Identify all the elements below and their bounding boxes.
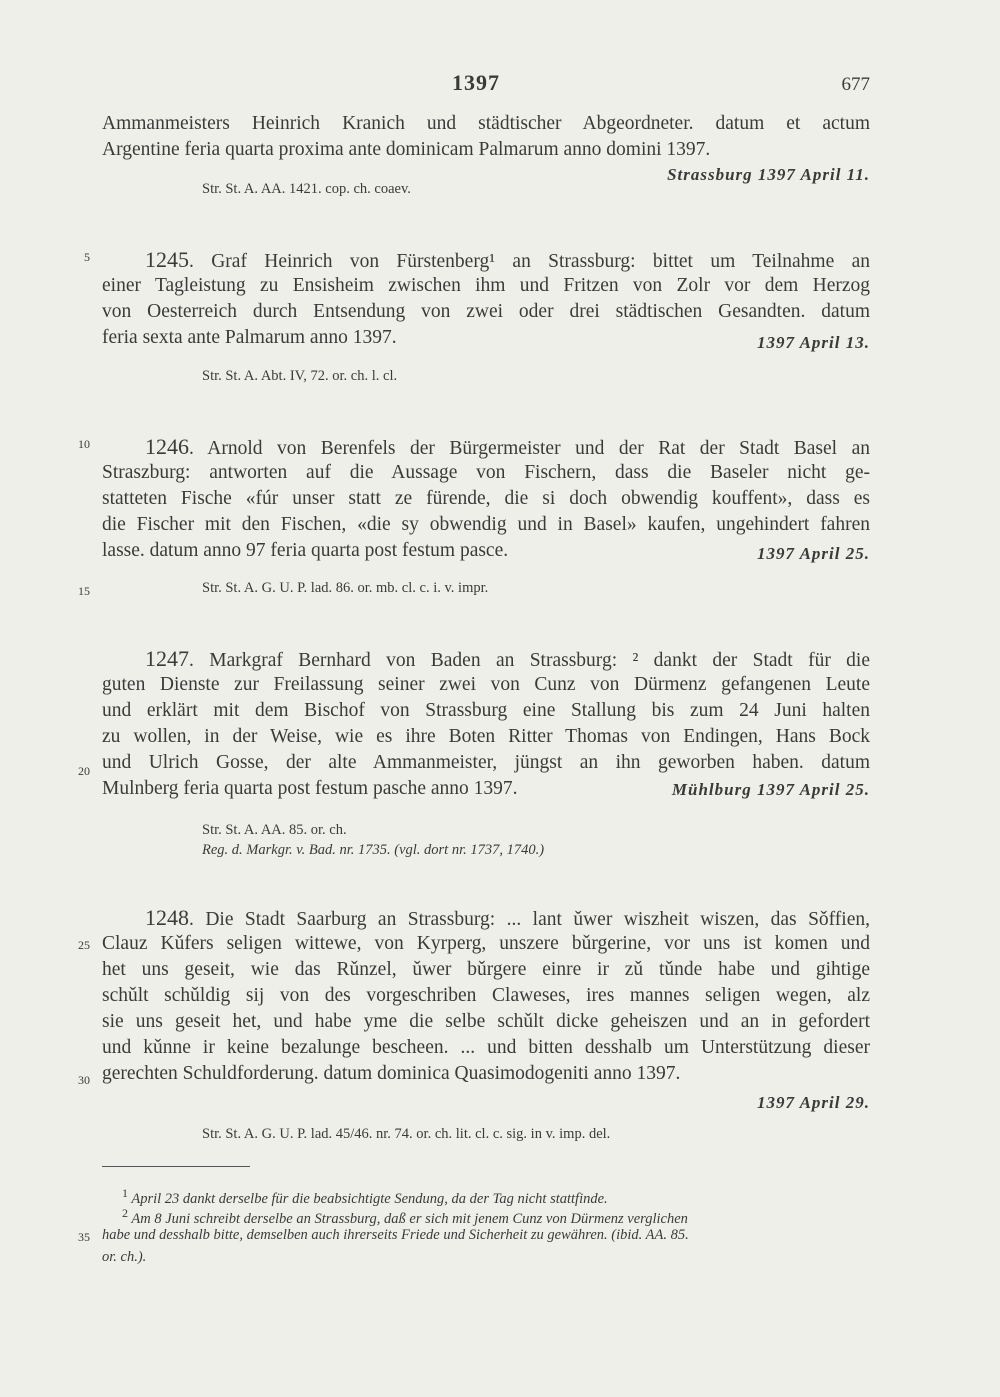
line-number: 30 <box>78 1073 90 1087</box>
text-line: zu wollen, in der Weise, wie es ihre Boten Ritter Thomas von Endingen, Hans Bock <box>102 726 870 747</box>
text-line: guten Dienste zur Freilassung seiner zwei von Cunz von Dürmenz gefangenen Leute <box>102 674 870 695</box>
entry-date: 1397 April 29. <box>756 1093 870 1112</box>
entry-first-line <box>145 434 870 462</box>
footnote-text: Am 8 Juni schreibt derselbe an Strassburg, daß er sich mit jenem Cunz von Dürmenz verglichen <box>131 1210 688 1227</box>
text-line: . Die Stadt Saarburg an Strassburg: ... lant ǔwer wiszheit wiszen, das Sǒffien, <box>189 909 870 930</box>
text-line: sie uns geseit het, und habe yme die selbe schǔlt dicke geheiszen und an in gefordert <box>102 1011 870 1032</box>
footnote-text: or. ch.). <box>102 1249 147 1265</box>
entry-number: 1246 <box>145 434 189 459</box>
text-line: Ammanmeisters Heinrich Kranich und städtischer Abgeordneter. datum et actum <box>102 113 870 134</box>
entry-first-line <box>145 905 870 933</box>
text-line: . Graf Heinrich von Fürstenberg¹ an Strassburg: bittet um Teilnahme an <box>189 251 870 272</box>
text-line: . Arnold von Berenfels der Bürgermeister und der Rat der Stadt Basel an <box>189 438 870 459</box>
entry-number: 1247 <box>145 646 189 671</box>
line-number: 5 <box>84 250 90 264</box>
source-citation: Str. St. A. Abt. IV, 72. or. ch. l. cl. <box>202 368 398 384</box>
line-number: 25 <box>78 938 90 952</box>
page-number: 677 <box>841 74 870 95</box>
source-citation: Reg. d. Markgr. v. Bad. nr. 1735. (vgl. dort nr. 1737, 1740.) <box>202 842 545 858</box>
footnote-separator <box>102 1166 250 1167</box>
page-header-year: 1397 <box>452 70 500 95</box>
text-line: Argentine feria quarta proxima ante dominicam Palmarum anno domini 1397. <box>102 139 711 160</box>
entry-date: Mühlburg 1397 April 25. <box>671 780 870 799</box>
entry-first-line <box>145 646 870 674</box>
text-line: Straszburg: antworten auf die Aussage von Fischern, dass die Baseler nicht ge- <box>102 462 870 483</box>
entry-date: 1397 April 13. <box>756 333 870 352</box>
text-line: statteten Fische «fúr unser statt ze fürende, die si doch obwendig kouffent», dass es <box>102 488 870 509</box>
source-citation: Str. St. A. G. U. P. lad. 45/46. nr. 74. or. ch. lit. cl. c. sig. in v. imp. del. <box>202 1126 611 1142</box>
entry-number: 1248 <box>145 905 189 930</box>
text-line: lasse. datum anno 97 feria quarta post festum pasce. <box>102 540 509 561</box>
text-line: feria sexta ante Palmarum anno 1397. <box>102 327 397 348</box>
line-number: 20 <box>78 764 90 778</box>
source-citation: Str. St. A. AA. 1421. cop. ch. coaev. <box>202 181 411 197</box>
text-line: und Ulrich Gosse, der alte Ammanmeister, jüngst an ihn geworben haben. datum <box>102 752 870 773</box>
line-number: 10 <box>78 437 90 451</box>
text-line: gerechten Schuldforderung. datum dominica Quasimodogeniti anno 1397. <box>102 1063 681 1084</box>
text-line: Mulnberg feria quarta post festum pasche anno 1397. <box>102 778 518 799</box>
text-line: einer Tagleistung zu Ensisheim zwischen ihm und Fritzen von Zolr vor dem Herzog <box>102 275 870 296</box>
entry-first-line <box>145 247 870 275</box>
source-citation: Str. St. A. G. U. P. lad. 86. or. mb. cl. c. i. v. impr. <box>202 580 489 596</box>
text-line: die Fischer mit den Fischen, «die sy obwendig und in Basel» kaufen, ungehindert fahren <box>102 514 870 535</box>
text-line: Clauz Kǔfers seligen wittewe, von Kyrperg, unszere bǔrgerine, vor uns ist komen und <box>102 933 870 954</box>
footnote-text: April 23 dankt derselbe für die beabsichtigte Sendung, da der Tag nicht stattfinde. <box>131 1190 608 1207</box>
entry-date: Strassburg 1397 April 11. <box>667 165 870 184</box>
line-number: 35 <box>78 1230 90 1244</box>
text-line: . Markgraf Bernhard von Baden an Strassburg: ² dankt der Stadt für die <box>189 650 870 671</box>
text-line: schǔlt schǔldig sij von des vorgeschriben Claweses, ires mannes seligen wegen, alz <box>102 985 870 1006</box>
entry-number: 1245 <box>145 247 189 272</box>
footnote-mark: 1 <box>122 1186 128 1200</box>
text-line: und erklärt mit dem Bischof von Strassburg eine Stallung bis zum 24 Juni halten <box>102 700 870 721</box>
source-citation: Str. St. A. AA. 85. or. ch. <box>202 822 347 838</box>
footnote-text: habe und desshalb bitte, demselben auch ihrerseits Friede und Sicherheit zu gewähren. (ibid. AA. 85. <box>102 1227 689 1243</box>
footnote-mark: 2 <box>122 1206 128 1220</box>
text-line: het uns geseit, wie das Rǔnzel, ǔwer bǔrgere einre ir zǔ tǔnde habe und gihtige <box>102 959 870 980</box>
entry-date: 1397 April 25. <box>756 544 870 563</box>
text-line: und kǔnne ir keine bezalunge bescheen. ... und bitten desshalb um Unterstützung dieser <box>102 1037 870 1058</box>
text-line: von Oesterreich durch Entsendung von zwei oder drei städtischen Gesandten. datum <box>102 301 870 322</box>
line-number: 15 <box>78 584 90 598</box>
